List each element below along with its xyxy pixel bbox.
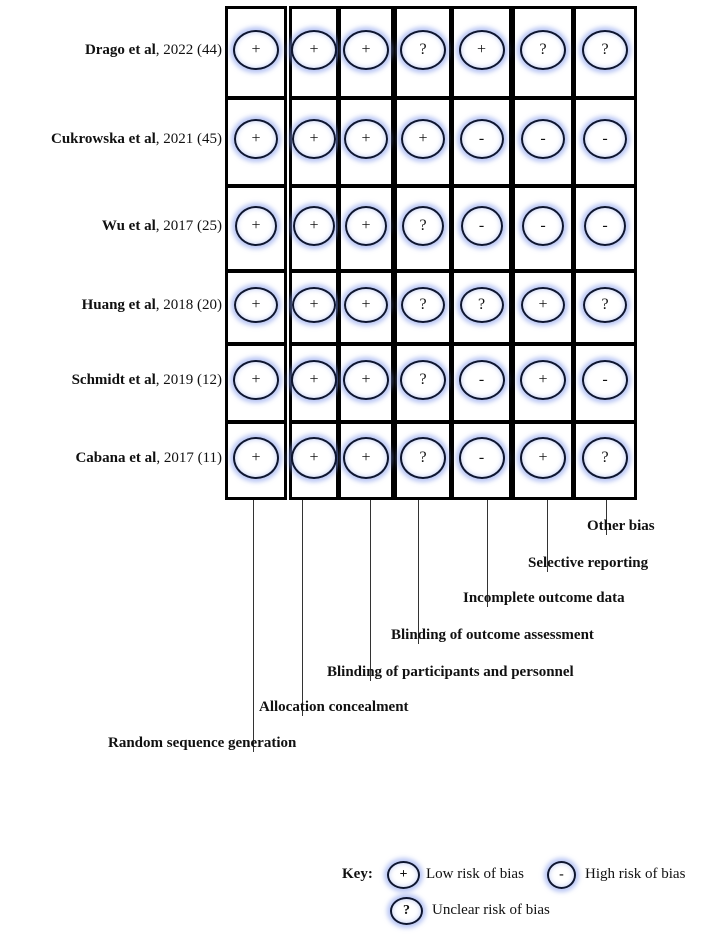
risk-symbol-low: + bbox=[233, 30, 279, 70]
risk-symbol-low: + bbox=[344, 287, 388, 323]
risk-symbol-unclear: ? bbox=[401, 287, 445, 323]
study-citation: , 2018 (20) bbox=[155, 296, 222, 313]
rating-cell bbox=[512, 421, 574, 500]
risk-symbol-low: + bbox=[520, 360, 566, 400]
risk-symbol-low: + bbox=[344, 119, 388, 159]
key-symbol-unclear: ? bbox=[390, 897, 423, 925]
risk-symbol-low: + bbox=[233, 360, 279, 400]
rating-cell bbox=[451, 6, 512, 99]
rating-cell bbox=[289, 97, 339, 187]
rating-cell bbox=[573, 97, 637, 187]
study-citation: , 2022 (44) bbox=[155, 41, 222, 58]
rating-cell bbox=[573, 185, 637, 272]
rating-cell bbox=[289, 270, 339, 345]
study-label bbox=[0, 297, 222, 314]
study-label bbox=[0, 218, 222, 235]
risk-symbol-low: + bbox=[459, 30, 505, 70]
rating-cell bbox=[573, 270, 637, 345]
study-label bbox=[0, 131, 222, 148]
risk-symbol-low: + bbox=[292, 119, 336, 159]
rating-cell bbox=[394, 6, 452, 99]
rating-cell bbox=[338, 185, 394, 272]
risk-symbol-low: + bbox=[401, 119, 445, 159]
rating-cell bbox=[289, 185, 339, 272]
risk-symbol-high: - bbox=[459, 360, 505, 400]
domain-leader-line bbox=[370, 500, 371, 681]
rating-cell bbox=[451, 270, 512, 345]
rating-cell bbox=[225, 97, 287, 187]
risk-symbol-low: + bbox=[292, 287, 336, 323]
study-citation: , 2019 (12) bbox=[155, 372, 222, 388]
risk-symbol-unclear: ? bbox=[402, 206, 444, 246]
study-author: Cabana et al bbox=[75, 449, 157, 466]
rating-cell bbox=[289, 6, 339, 99]
risk-symbol-low: + bbox=[343, 30, 389, 70]
rating-cell bbox=[394, 185, 452, 272]
rating-cell bbox=[394, 97, 452, 187]
risk-symbol-low: + bbox=[291, 360, 337, 400]
rating-cell bbox=[451, 343, 512, 423]
study-author: Schmidt et al bbox=[71, 372, 156, 388]
rating-cell bbox=[573, 6, 637, 99]
risk-symbol-high: - bbox=[460, 119, 504, 159]
rating-cell bbox=[338, 421, 394, 500]
domain-label: Other bias bbox=[587, 518, 655, 534]
rating-cell bbox=[338, 97, 394, 187]
risk-symbol-high: - bbox=[522, 206, 564, 246]
study-citation: , 2021 (45) bbox=[155, 131, 222, 147]
key-title: Key: bbox=[342, 866, 373, 882]
rating-cell bbox=[225, 185, 287, 272]
rating-cell bbox=[512, 343, 574, 423]
domain-label: Incomplete outcome data bbox=[463, 590, 625, 606]
risk-symbol-low: + bbox=[343, 360, 389, 400]
risk-symbol-low: + bbox=[291, 437, 337, 479]
risk-symbol-high: - bbox=[584, 206, 626, 246]
rating-cell bbox=[225, 421, 287, 500]
rating-cell bbox=[225, 6, 287, 99]
risk-symbol-high: - bbox=[461, 206, 503, 246]
study-citation: , 2017 (11) bbox=[156, 449, 222, 466]
study-citation: , 2017 (25) bbox=[155, 217, 222, 234]
risk-symbol-low: + bbox=[345, 206, 387, 246]
risk-symbol-unclear: ? bbox=[400, 360, 446, 400]
rating-cell bbox=[289, 343, 339, 423]
rating-cell bbox=[451, 421, 512, 500]
risk-symbol-unclear: ? bbox=[460, 287, 504, 323]
key-label: Unclear risk of bias bbox=[432, 902, 550, 918]
study-author: Cukrowska et al bbox=[51, 131, 156, 147]
risk-symbol-low: + bbox=[343, 437, 389, 479]
risk-symbol-high: - bbox=[459, 437, 505, 479]
study-label bbox=[0, 372, 222, 389]
risk-symbol-unclear: ? bbox=[400, 437, 446, 479]
risk-symbol-unclear: ? bbox=[520, 30, 566, 70]
rating-cell bbox=[394, 343, 452, 423]
domain-label: Selective reporting bbox=[528, 555, 649, 571]
key-symbol-high: - bbox=[547, 861, 576, 889]
rating-cell bbox=[451, 97, 512, 187]
risk-symbol-low: + bbox=[235, 206, 277, 246]
risk-symbol-low: + bbox=[293, 206, 335, 246]
rating-cell bbox=[338, 6, 394, 99]
study-author: Wu et al bbox=[101, 217, 156, 234]
rating-cell bbox=[573, 421, 637, 500]
domain-label: Random sequence generation bbox=[108, 735, 297, 751]
rating-cell bbox=[289, 421, 339, 500]
rating-cell bbox=[451, 185, 512, 272]
risk-symbol-low: + bbox=[521, 287, 565, 323]
risk-symbol-unclear: ? bbox=[583, 287, 627, 323]
rating-cell bbox=[338, 270, 394, 345]
rating-cell bbox=[573, 343, 637, 423]
rating-cell bbox=[512, 97, 574, 187]
risk-symbol-low: + bbox=[234, 287, 278, 323]
rating-cell bbox=[338, 343, 394, 423]
risk-symbol-high: - bbox=[582, 360, 628, 400]
key-symbol-low: + bbox=[387, 861, 420, 889]
risk-symbol-unclear: ? bbox=[582, 30, 628, 70]
study-label bbox=[0, 450, 222, 467]
rating-cell bbox=[512, 270, 574, 345]
risk-symbol-high: - bbox=[521, 119, 565, 159]
key-label: Low risk of bias bbox=[426, 866, 524, 882]
domain-label: Blinding of outcome assessment bbox=[391, 627, 594, 643]
risk-symbol-low: + bbox=[234, 119, 278, 159]
risk-symbol-low: + bbox=[520, 437, 566, 479]
rating-cell bbox=[512, 6, 574, 99]
rating-cell bbox=[225, 270, 287, 345]
rating-cell bbox=[512, 185, 574, 272]
domain-leader-line bbox=[302, 500, 303, 716]
risk-symbol-low: + bbox=[291, 30, 337, 70]
domain-label: Blinding of participants and personnel bbox=[327, 664, 574, 680]
study-author: Drago et al bbox=[84, 41, 156, 58]
rating-cell bbox=[394, 270, 452, 345]
domain-leader-line bbox=[253, 500, 254, 752]
risk-symbol-high: - bbox=[583, 119, 627, 159]
risk-symbol-low: + bbox=[233, 437, 279, 479]
risk-symbol-unclear: ? bbox=[400, 30, 446, 70]
rating-cell bbox=[225, 343, 287, 423]
domain-leader-line bbox=[418, 500, 419, 644]
study-label bbox=[0, 42, 222, 59]
rating-cell bbox=[394, 421, 452, 500]
risk-symbol-unclear: ? bbox=[582, 437, 628, 479]
domain-label: Allocation concealment bbox=[259, 699, 409, 715]
study-author: Huang et al bbox=[81, 296, 156, 313]
key-label: High risk of bias bbox=[585, 866, 686, 882]
